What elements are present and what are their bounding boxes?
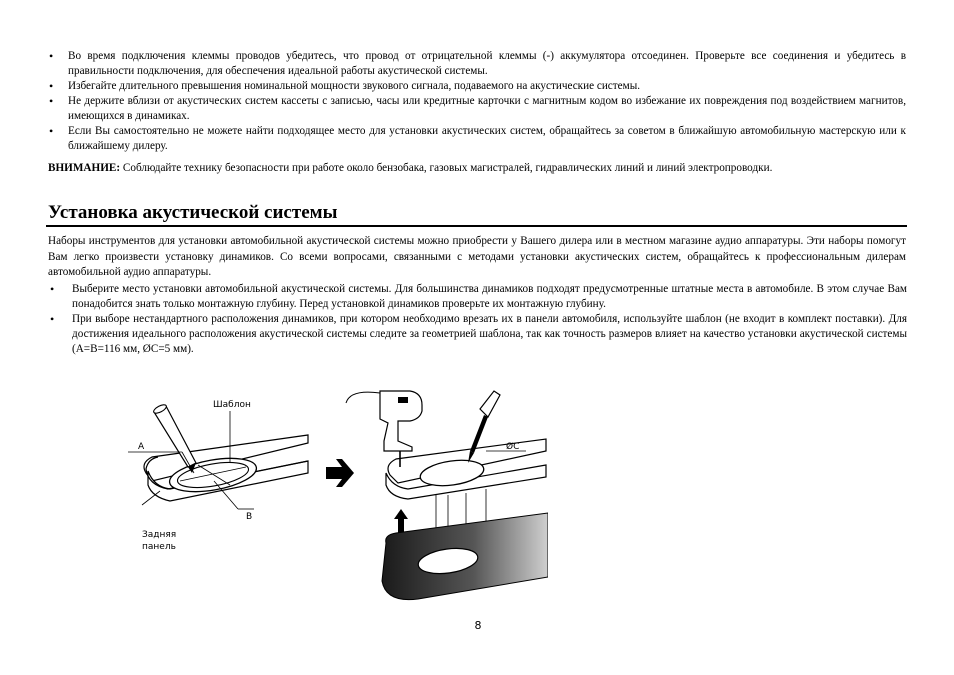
template-panel-drawing — [144, 435, 308, 501]
installation-steps-list — [49, 282, 907, 357]
page-number: 8 — [474, 619, 482, 632]
precautions-list — [48, 49, 906, 154]
list-item: • При выборе нестандартного расположения динамиков, при котором необходимо врезать их в панели автомобиля, используйте шаблон (не входит в комплект поставки). Для достижения идеального расположения акустической системы следите за геометрией шаблона, так как точность размеров влияет на качество установки акустической системы (A=B=116 мм, ØC=5 мм). — [49, 312, 907, 357]
installation-illustration — [118, 385, 548, 610]
arrow-right-icon — [326, 459, 354, 487]
list-item: • Во время подключения клеммы проводов убедитесь, что провод от отрицательной клеммы (-) аккумулятора отсоединен. Проверьте все соединения и убедитесь в правильности подключения, для обеспечения идеальной работы акустической системы. — [48, 49, 906, 79]
list-item: • Избегайте длительного превышения номинальной мощности звукового сигнала, подаваемого на акустические системы. — [48, 79, 906, 94]
warning-text: Соблюдайте технику безопасности при работе около бензобака, газовых магистралей, гидравлических линий и линий электропроводки. — [120, 162, 773, 174]
dimension-b-label: B — [246, 512, 253, 522]
rear-panel-drawing — [382, 513, 548, 600]
template-label: Шаблон — [213, 400, 251, 410]
warning-label: ВНИМАНИЕ: — [48, 162, 121, 174]
arrow-up-icon — [394, 509, 408, 535]
drill-icon — [346, 391, 422, 467]
rear-panel-label-line1: Задняя — [142, 530, 177, 540]
diameter-c-label: ØC — [506, 442, 520, 452]
intro-paragraph: Наборы инструментов для установки автомобильной акустической системы можно приобрести у Вашего дилера или в местном магазине аудио аппаратуры. Эти наборы помогут Вам легко произвести установку динамиков. Со всеми вопросами, связанными с методами установки акустических систем, обращайтесь к профессиональным дилерам автомобильной аудио аппаратуры. — [48, 235, 906, 278]
list-item: • Не держите вблизи от акустических систем кассеты с записью, часы или кредитные карточки с магнитным кодом во избежание их повреждения под воздействием магнитов, имеющихся в динамиках. — [48, 94, 906, 124]
warning-paragraph — [48, 161, 906, 176]
dimension-a-label: A — [138, 442, 145, 452]
heading-underline — [46, 225, 907, 227]
rear-panel-label-line2: панель — [142, 542, 176, 552]
section-title: Установка акустической системы — [48, 202, 338, 223]
list-item: • Если Вы самостоятельно не можете найти подходящее место для установки акустических систем, обращайтесь за советом в ближайшую автомобильную мастерскую или к ближайшему дилеру. — [48, 124, 906, 154]
list-item: • Выберите место установки автомобильной акустической системы. Для большинства динамиков подходят предусмотренные штатные места в автомобиле. В этом случае Вам понадобится знать только монтажную глубину. Перед установкой динамиков проверьте их монтажную глубину. — [49, 282, 907, 312]
